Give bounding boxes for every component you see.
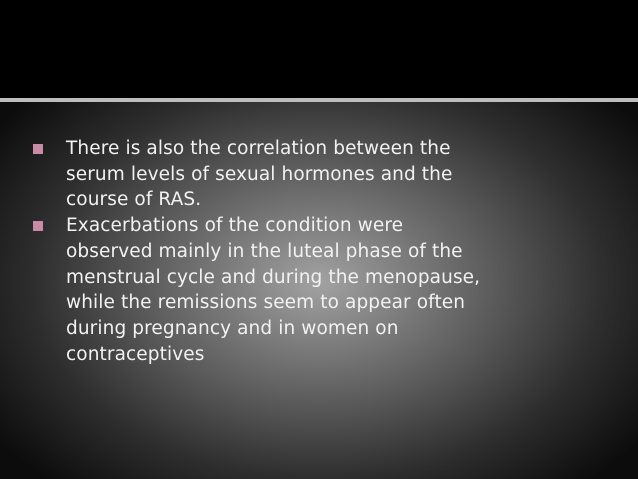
bullet-text-line: contraceptives [66,343,205,365]
bullet-text-line: Exacerbations of the condition were [66,215,404,237]
bullet-item-hormones [33,136,623,213]
bullet-text-line: There is also the correlation between the [66,138,451,159]
bullet-list [33,136,623,367]
square-bullet-icon [33,221,43,231]
bullet-item-exacerbations [33,213,623,367]
square-bullet-icon [33,144,43,154]
bullet-text-line: course of RAS. [66,189,202,211]
bullet-text-line: observed mainly in the luteal phase of the [66,240,463,262]
bullet-text-line: during pregnancy and in women on [66,317,399,339]
bullet-text-line: serum levels of sexual hormones and the [66,163,453,185]
title-band [0,0,638,98]
bullet-text-line: while the remissions seem to appear often [66,292,466,314]
bullet-text-line: menstrual cycle and during the menopause, [66,266,481,288]
